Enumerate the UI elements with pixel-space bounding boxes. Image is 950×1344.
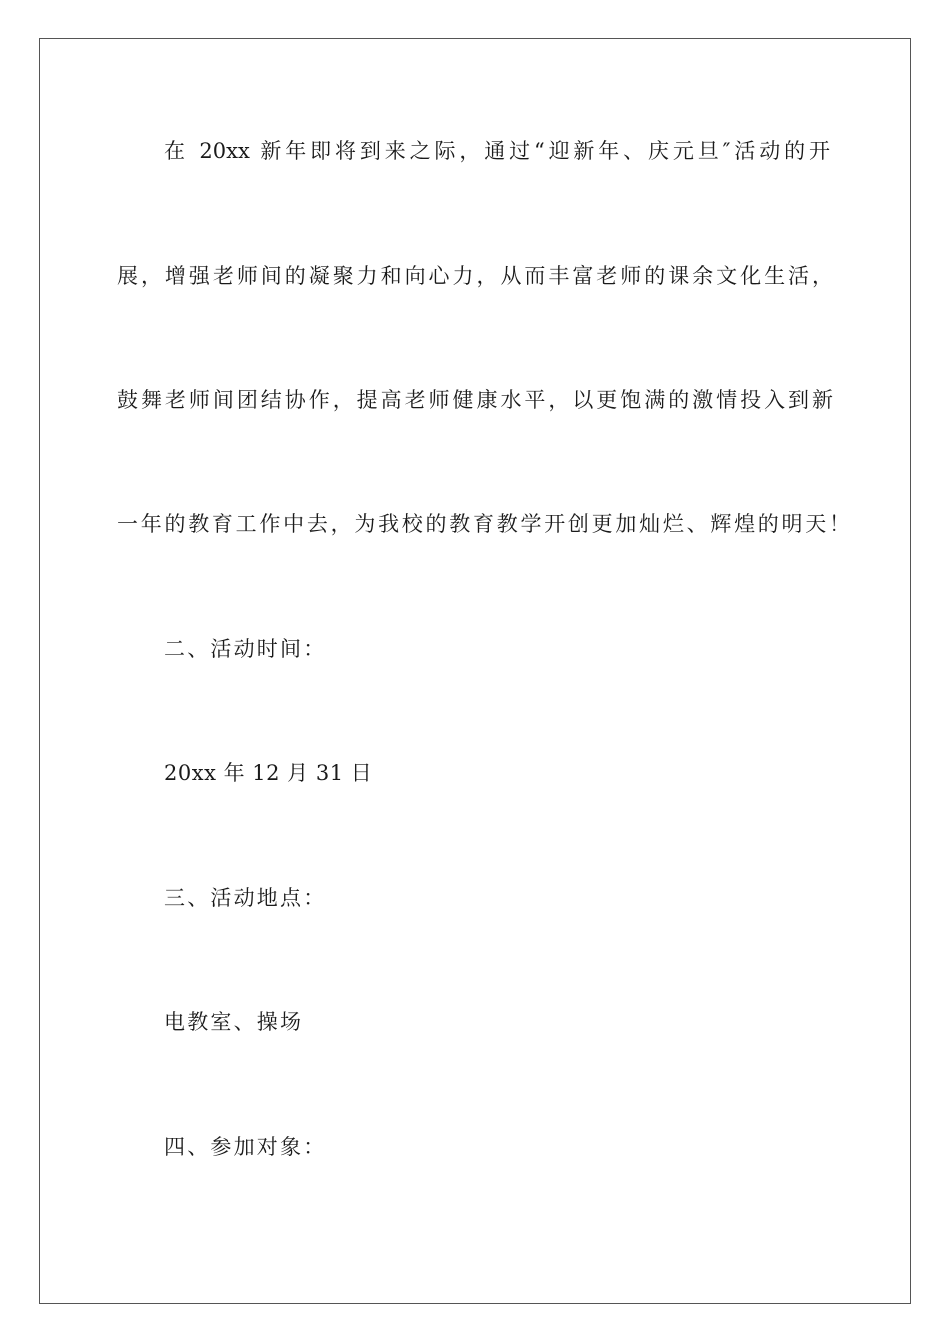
paragraph-line-3: 鼓舞老师间团结协作，提高老师健康水平，以更饱满的激情投入到新 — [117, 388, 833, 412]
page-border — [39, 38, 911, 1304]
section-time-heading: 二、活动时间： — [164, 637, 327, 661]
section-place-value: 电教室、操场 — [164, 1010, 304, 1034]
paragraph-line-4: 一年的教育工作中去，为我校的教育教学开创更加灿烂、辉煌的明天！ — [117, 512, 850, 536]
paragraph-line-2: 展，增强老师间的凝聚力和向心力，从而丰富老师的课余文化生活， — [117, 264, 833, 288]
section-time-value: 20xx 年 12 月 31 日 — [164, 761, 373, 785]
section-participants-heading: 四、参加对象： — [164, 1135, 327, 1159]
paragraph-line-1: 在 20xx 新年即将到来之际，通过“迎新年、庆元旦″活动的开 — [164, 139, 830, 163]
section-place-heading: 三、活动地点： — [164, 886, 327, 910]
